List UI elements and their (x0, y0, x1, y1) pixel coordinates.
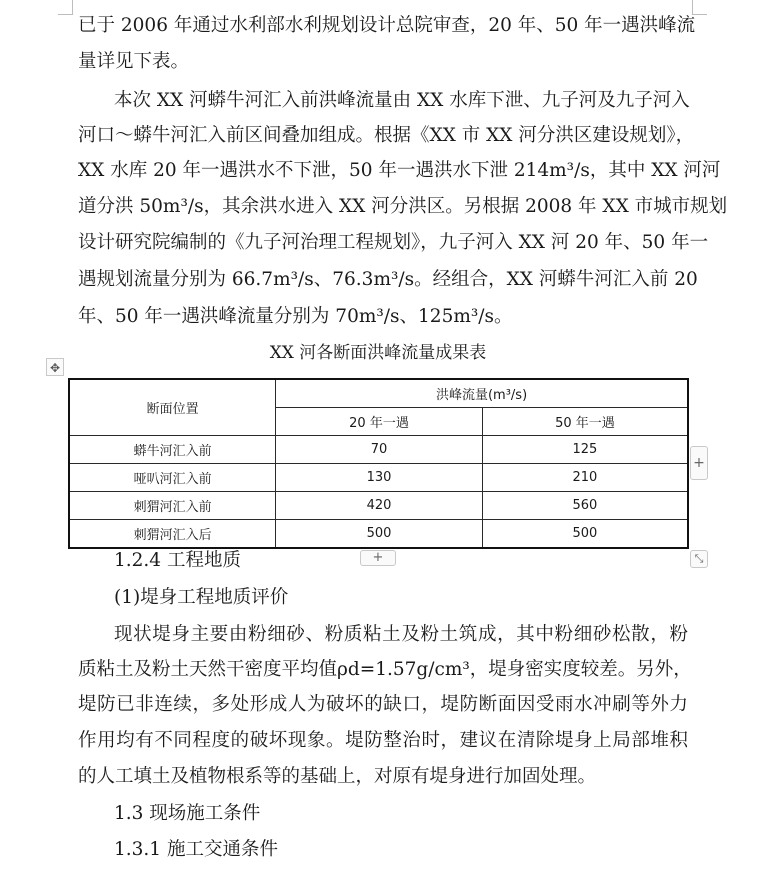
paragraph-line: 设计研究院编制的《九子河治理工程规划》，九子河入 XX 河 20 年、50 年一 (78, 232, 709, 253)
table-row (69, 436, 688, 464)
paragraph-line: 现状堤身主要由粉细砂、粉质粘土及粉土筑成，其中粉细砂松散，粉 (114, 624, 688, 645)
table-header-cell[interactable]: 20 年一遇 (276, 408, 483, 436)
paragraph-line: 本次 XX 河蟒牛河汇入前洪峰流量由 XX 水库下泄、九子河及九子河入 (114, 90, 690, 111)
table-row (69, 492, 688, 520)
paragraph-line: 堤防已非连续，多处形成人为破坏的缺口，堤防断面因受雨水冲刷等外力 (78, 694, 688, 715)
subsection-heading: (1)堤身工程地质评价 (114, 587, 289, 608)
paragraph-line: 质粘土及粉土天然干密度平均值ρd=1.57g/cm³，堤身密实度较差。另外， (78, 659, 692, 680)
table-cell-20yr[interactable]: 70 (276, 436, 483, 464)
table-cell-20yr[interactable]: 130 (276, 464, 483, 492)
table-title: XX 河各断面洪峰流量成果表 (269, 343, 487, 363)
page-corner-mark-right (692, 0, 707, 15)
paragraph-line: 道分洪 50m³/s，其余洪水进入 XX 河分洪区。另根据 2008 年 XX 市城市规划 (78, 196, 728, 217)
table-header-cell[interactable]: 洪峰流量(m³/s) (276, 379, 688, 408)
paragraph-line: 的人工填土及植物根系等的基础上，对原有堤身进行加固处理。 (78, 766, 597, 787)
section-heading: 1.3 现场施工条件 (114, 803, 261, 824)
table-cell-20yr[interactable]: 420 (276, 492, 483, 520)
paragraph-line: 量详见下表。 (78, 51, 190, 72)
table-cell-50yr[interactable]: 500 (482, 520, 688, 549)
table-cell-50yr[interactable]: 125 (482, 436, 688, 464)
move-icon[interactable]: ✥ (46, 358, 64, 376)
paragraph-line: 遇规划流量分别为 66.7m³/s、76.3m³/s。经组合，XX 河蟒牛河汇入前 20 (78, 269, 698, 290)
table-cell-location[interactable]: 刺猬河汇入后 (69, 520, 276, 549)
paragraph-line: 年、50 年一遇洪峰流量分别为 70m³/s、125m³/s。 (78, 306, 513, 327)
page-corner-mark-left (58, 0, 73, 15)
subsection-heading: 1.3.1 施工交通条件 (114, 839, 278, 860)
table-cell-location[interactable]: 蟒牛河汇入前 (69, 436, 276, 464)
plus-icon: + (693, 455, 705, 471)
paragraph-line: XX 水库 20 年一遇洪水不下泄，50 年一遇洪水下泄 214m³/s，其中 XX 河河 (78, 160, 721, 181)
table-cell-20yr[interactable]: 500 (276, 520, 483, 549)
paragraph-line: 作用均有不同程度的破坏现象。堤防整治时，建议在清除堤身上局部堆积 (78, 730, 688, 751)
table-header-row (69, 379, 688, 408)
table-cell-location[interactable]: 哑叭河汇入前 (69, 464, 276, 492)
plus-icon: + (372, 550, 384, 565)
table-cell-location[interactable]: 刺猬河汇入前 (69, 492, 276, 520)
table-header-cell[interactable]: 50 年一遇 (482, 408, 688, 436)
add-column-button[interactable] (690, 446, 708, 480)
flood-table (68, 378, 689, 549)
table-header-cell[interactable]: 断面位置 (69, 379, 276, 436)
table-cell-50yr[interactable]: 560 (482, 492, 688, 520)
resize-icon[interactable]: ⤡ (690, 550, 708, 568)
table-row (69, 464, 688, 492)
section-heading: 1.2.4 工程地质 (114, 550, 241, 571)
table-cell-50yr[interactable]: 210 (482, 464, 688, 492)
add-row-button[interactable] (360, 550, 396, 566)
paragraph-line: 河口～蟒牛河汇入前区间叠加组成。根据《XX 市 XX 河分洪区建设规划》， (78, 125, 695, 146)
paragraph-line: 已于 2006 年通过水利部水利规划设计总院审查，20 年、50 年一遇洪峰流 (78, 15, 696, 36)
